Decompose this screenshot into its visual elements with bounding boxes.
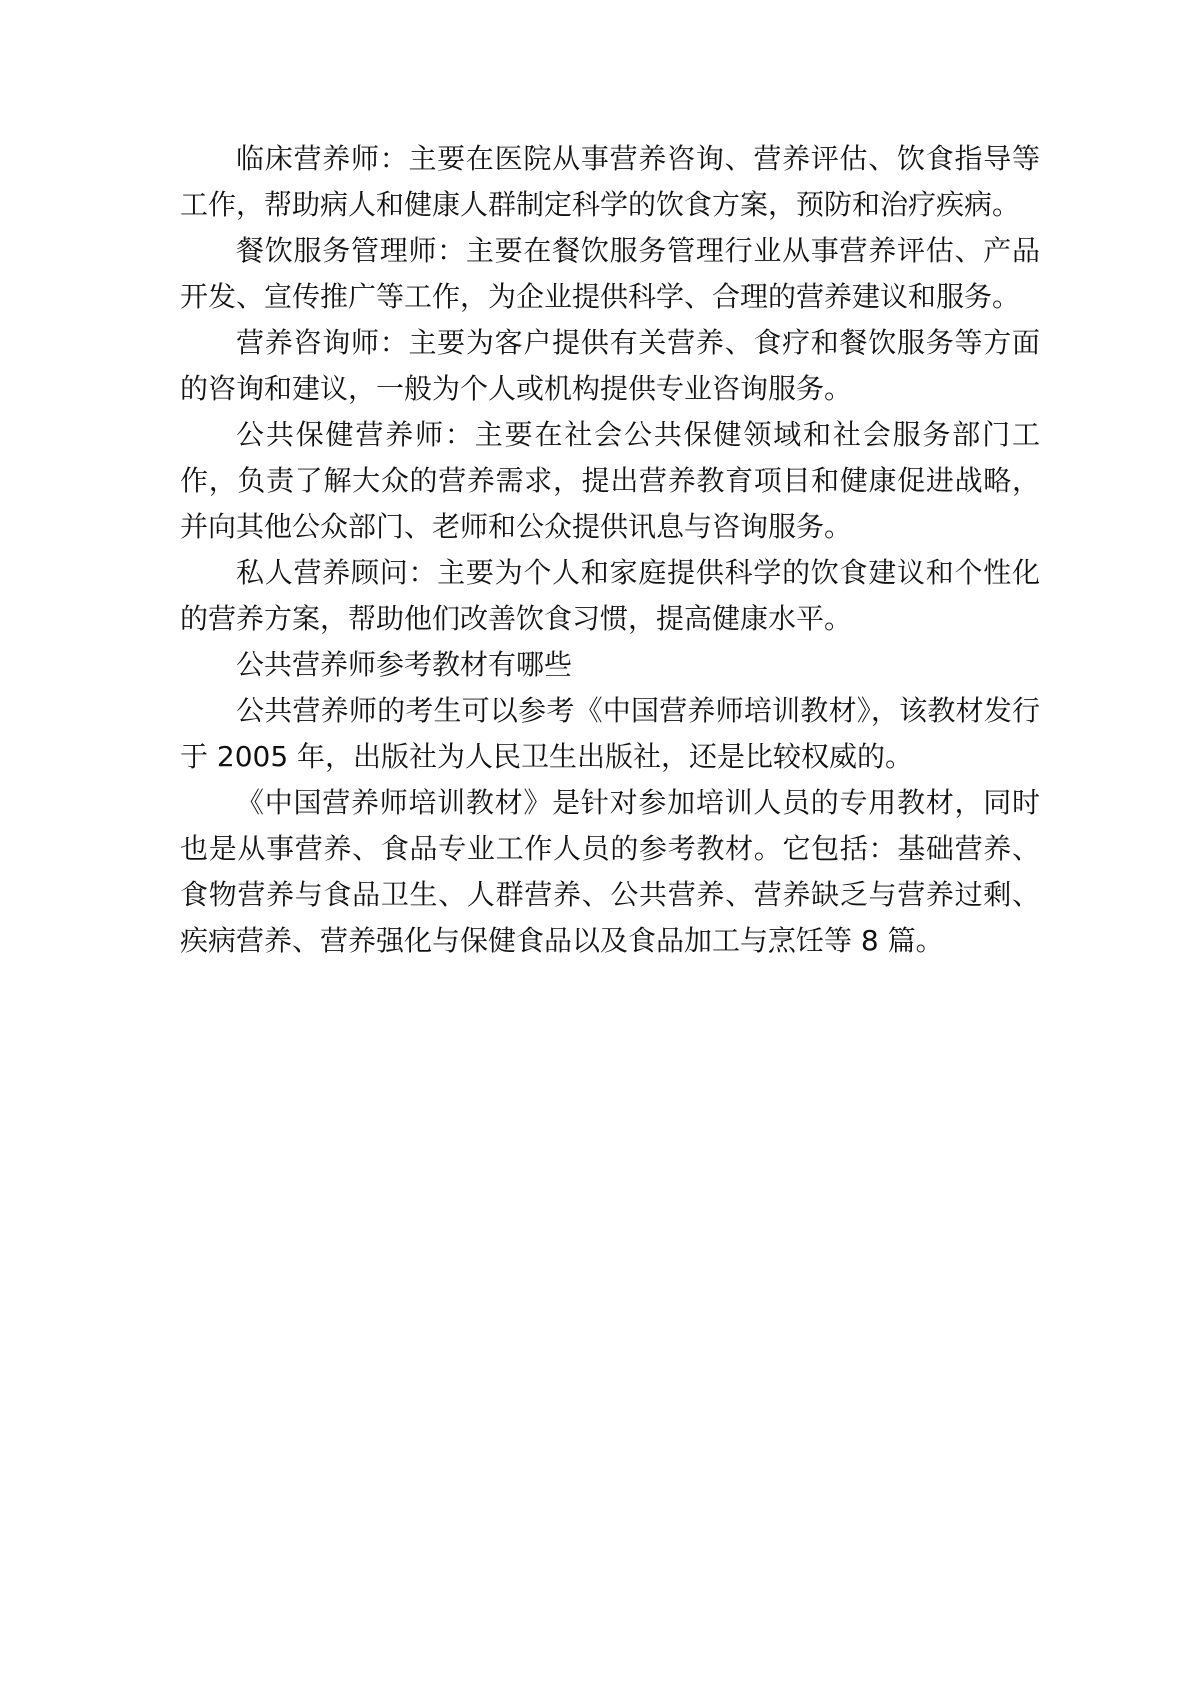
paragraph-catering-manager: 餐饮服务管理师：主要在餐饮服务管理行业从事营养评估、产品开发、宣传推广等工作，为企业提供科学、合理的营养建议和服务。 — [180, 234, 1040, 313]
paragraph-public-health-dietitian: 公共保健营养师：主要在社会公共保健领域和社会服务部门工作，负责了解大众的营养需求，提出营养教育项目和健康促进战略，并向其他公众部门、老师和公众提供讯息与咨询服务。 — [180, 418, 1040, 543]
paragraph-textbook-intro: 公共营养师的考生可以参考《中国营养师培训教材》，该教材发行于 2005 年，出版社为人民卫生出版社，还是比较权威的。 — [180, 694, 1040, 773]
paragraph-textbook-contents: 《中国营养师培训教材》是针对参加培训人员的专用教材，同时也是从事营养、食品专业工作人员的参考教材。它包括：基础营养、食物营养与食品卫生、人群营养、公共营养、营养缺乏与营养过剩、疾病营养、营养强化与保健食品以及食品加工与烹饪等 8 篇。 — [180, 786, 1040, 957]
paragraph-nutrition-consultant: 营养咨询师：主要为客户提供有关营养、食疗和餐饮服务等方面的咨询和建议，一般为个人或机构提供专业咨询服务。 — [180, 326, 1040, 405]
section-heading-reference-textbooks: 公共营养师参考教材有哪些 — [236, 648, 573, 681]
document-body — [180, 136, 1040, 964]
paragraph-private-nutrition-advisor: 私人营养顾问：主要为个人和家庭提供科学的饮食建议和个性化的营养方案，帮助他们改善饮食习惯，提高健康水平。 — [180, 556, 1040, 635]
paragraph-clinical-dietitian: 临床营养师：主要在医院从事营养咨询、营养评估、饮食指导等工作，帮助病人和健康人群制定科学的饮食方案，预防和治疗疾病。 — [180, 142, 1040, 221]
